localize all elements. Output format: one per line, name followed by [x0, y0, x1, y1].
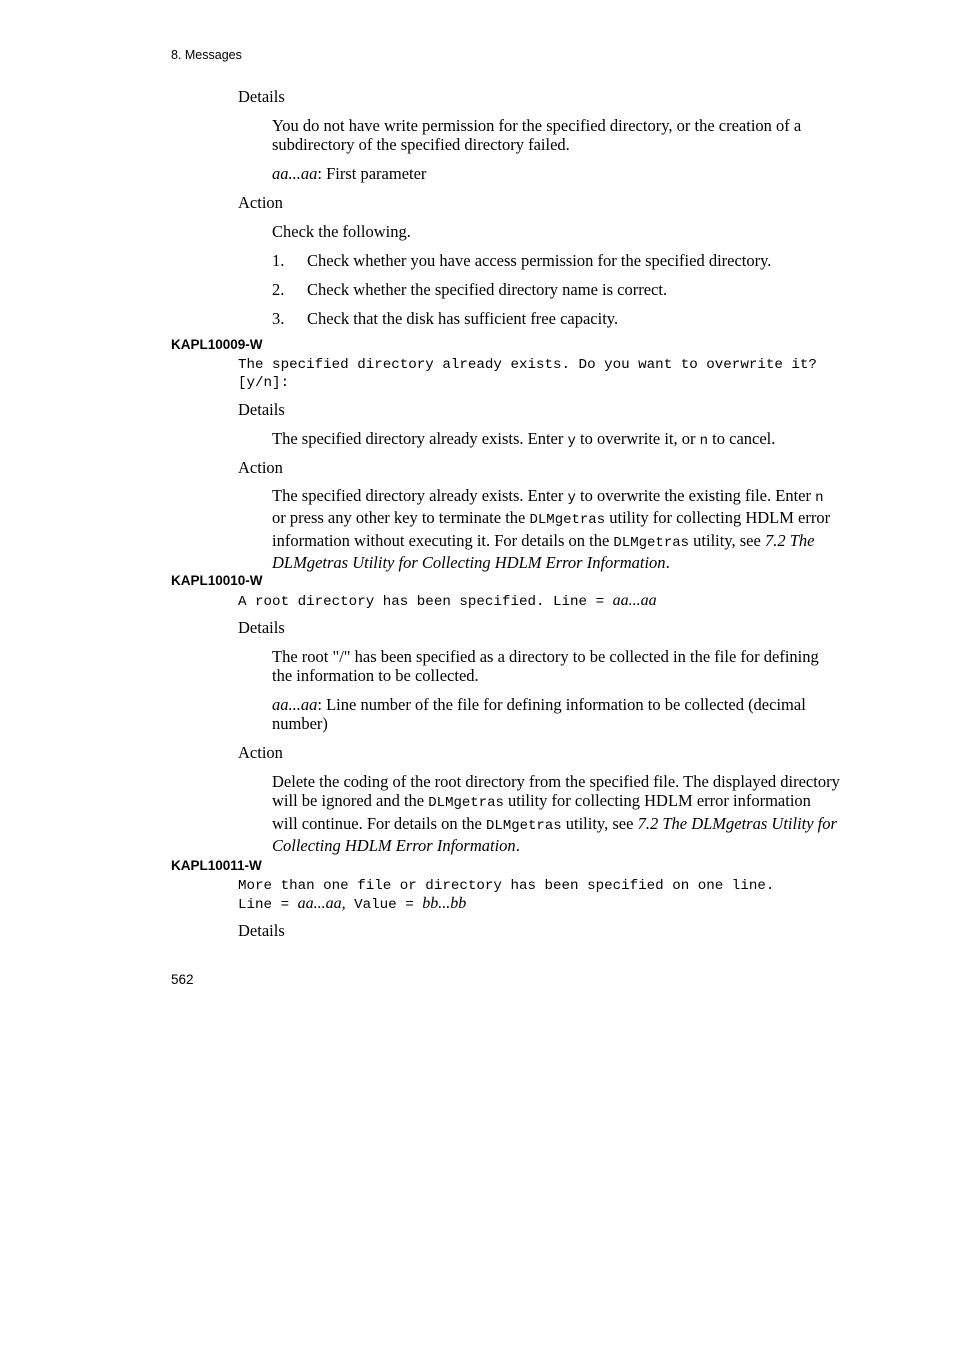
- text-run: The specified directory already exists. Enter: [272, 429, 568, 448]
- param-variable: aa...aa: [272, 164, 318, 183]
- text-run: to overwrite it, or: [575, 429, 700, 448]
- text-run: or press any other key to terminate the: [272, 508, 530, 528]
- action-label: Action: [238, 193, 283, 212]
- running-header: 8. Messages: [171, 48, 242, 62]
- cross-reference: 7.2 The DLMgetras Utility for Collecting HDLM Error Information: [272, 530, 815, 573]
- item-number: 3.: [272, 309, 285, 328]
- message-id: KAPL10010-W: [171, 573, 263, 588]
- message-line: More than one file or directory has been specified on one line.: [238, 878, 775, 894]
- text-run: .: [515, 836, 520, 856]
- text-run: utility, see: [689, 530, 765, 550]
- message-variable: aa...aa: [612, 592, 657, 609]
- text-run: .: [665, 553, 670, 573]
- text-run: to cancel.: [708, 429, 776, 448]
- utility-name: DLMgetras: [529, 512, 606, 529]
- param-description: [272, 164, 840, 183]
- item-number: 2.: [272, 280, 285, 299]
- action-list-item: [272, 309, 840, 329]
- message-text: [238, 877, 848, 914]
- text-run: utility for collecting HDLM error information will continue. For details on the: [272, 791, 811, 833]
- details-text: The root "/" has been specified as a directory to be collected in the file for defining the information to be collected.: [272, 647, 819, 686]
- action-label: Action: [238, 743, 283, 762]
- cross-reference: 7.2 The DLMgetras Utility for Collecting HDLM Error Information: [272, 813, 837, 856]
- details-label: Details: [238, 921, 285, 940]
- utility-name: DLMgetras: [428, 795, 504, 812]
- param-variable: aa...aa: [272, 695, 318, 714]
- text-run: The specified directory already exists. Enter: [272, 486, 568, 505]
- details-label: Details: [238, 400, 285, 419]
- message-text: [238, 592, 848, 611]
- text-run: to overwrite the existing file. Enter: [575, 486, 816, 505]
- action-intro: Check the following.: [272, 222, 411, 241]
- key-n: n: [699, 433, 709, 449]
- text-run: Line =: [238, 897, 298, 913]
- message-id: KAPL10011-W: [171, 858, 262, 873]
- utility-name: DLMgetras: [486, 817, 562, 834]
- param-text: : First parameter: [317, 164, 427, 183]
- param-text: : Line number of the file for defining information to be collected (decimal number): [272, 695, 806, 734]
- action-text: [272, 772, 840, 856]
- text-run: A root directory has been specified. Line =: [238, 594, 613, 610]
- details-text: You do not have write permission for the specified directory, or the creation of a subdirectory of the specified directory failed.: [272, 116, 802, 155]
- text-run: Delete the coding of the root directory from the specified file. The displayed directory will be ignored and the: [272, 772, 840, 811]
- item-text: Check that the disk has sufficient free capacity.: [307, 309, 619, 328]
- text-run: utility for collecting HDLM error information without executing it. For details on the: [272, 508, 831, 550]
- action-list-item: [272, 280, 840, 300]
- action-text: [272, 486, 840, 573]
- key-y: y: [567, 490, 576, 506]
- action-list-item: [272, 251, 840, 271]
- message-id: KAPL10009-W: [171, 337, 263, 352]
- item-number: 1.: [272, 251, 285, 270]
- item-text: Check whether you have access permission for the specified directory.: [307, 251, 772, 270]
- text-run: Value =: [345, 897, 423, 913]
- details-label: Details: [238, 618, 285, 637]
- message-text: The specified directory already exists. Do you want to overwrite it? [y/n]:: [238, 357, 826, 391]
- details-label: Details: [238, 87, 285, 106]
- param-description: [272, 695, 840, 734]
- text-run: utility, see: [561, 813, 638, 833]
- page-number: 562: [171, 972, 194, 987]
- key-n: n: [815, 490, 824, 506]
- value-variable: bb...bb: [422, 895, 467, 912]
- utility-name: DLMgetras: [613, 534, 690, 551]
- action-label: Action: [238, 458, 283, 477]
- item-text: Check whether the specified directory name is correct.: [307, 280, 668, 299]
- details-text: [272, 429, 840, 451]
- key-y: y: [567, 433, 576, 449]
- line-variable: aa...aa,: [297, 895, 346, 912]
